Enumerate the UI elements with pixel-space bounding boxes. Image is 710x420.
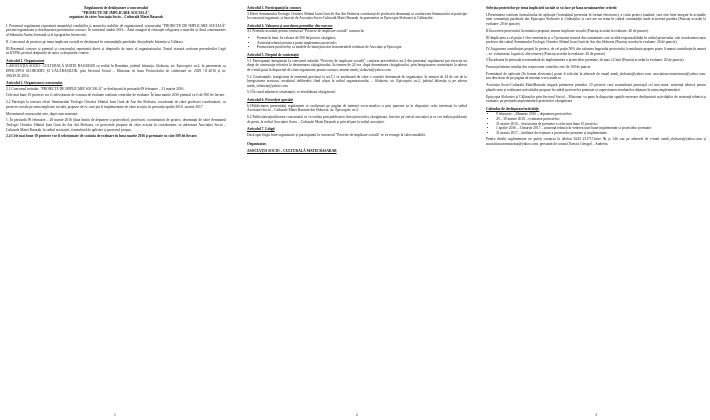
- article-5-paragraph-3: 5.3 În cazul admiterii contestației, se invalidează câștigătorul.: [247, 90, 336, 95]
- intro-paragraph-1: I. Prezentul regulament reprezintă ansamblul condițiilor și normelor stabilite de organizatorul concursului "PROIECTE DE IMPLICARE SOCIALĂ" privind organizarea și desfășurarea prezentului concurs. În contextul anului 2016 – Anul omagial al educației religioase a tinerilor și Anul comemorativ al Sfântului Antim Ivireanul și al tipografilor bisericești.: [6, 23, 226, 37]
- article-2-paragraph-5: 1. În perioada 09 februarie – 28 martie 2016 (data limită de depunere a proiectelor), profesorii coordonatori de proiect, desemnați de către Seminarul Teologic Ortodox Sfântul Ioan Gură de Aur din Slobozia, cu proiectele propuse de către aceștia în coordonarea, se adresează Asociației Socio – Culturale Matei Basarab, la sediul asociației, formularul de aplicare și proiectul propus.: [6, 118, 226, 132]
- title-line-1: Regulament de desfășurare a concursului: [84, 6, 148, 10]
- page1-title: [6, 6, 226, 20]
- article-2-heading: Articolul 2. Organizarea concursului: [6, 81, 63, 86]
- title-line-3: organizat de către Asociația Socio – Culturală Matei Basarab: [69, 15, 163, 20]
- title-line-2: "PROIECTE DE IMPLICARE SOCIALĂ",: [81, 10, 151, 15]
- signature-organizer: Organizator,: [247, 142, 267, 147]
- prize-list: [247, 36, 467, 50]
- association-note: Asociația Socio-Culturală MateiBasarab asigură premierea primelor 10 proiecte care acumulează punctajul cel mai mare, asistență tehnică pentru planificarea și realizarea activităților propuse în cadrul proiectelor premiate și supervizarea rezultatelor obținute în urma implementării.: [486, 83, 706, 92]
- criteria-intro: Selecția proiectelor pe tema implicării sociale se va face pe baza următoarelor criterii:: [486, 6, 618, 10]
- episcopate-note: Episcopia Sloboziei și Călărașilor prin Sectorul Social – Misionar, va pune la dispoziție spațiile necesare desfășurării activităților de asistență tehnică și evaluare, pe perioada implementării proiectelor câștigătoare.: [486, 94, 706, 104]
- article-7-heading: Articolul 7. Litigii: [247, 127, 275, 132]
- page-number-2: 2: [356, 413, 358, 417]
- calendar-list: [486, 112, 706, 135]
- article-2-paragraph-6: 2.4 Cele mai bune 10 proiecte vor fi selecționate de comisia de evaluare în luna martie 2016 și premiate cu câte 500 lei fiecare.: [6, 134, 198, 139]
- intro-paragraph-3: III.Prezentul concurs și premiul și concursului reprezintă direct și drepturile de autor al organizatorului. Textul vizează conform prevederilor Legii nr.8/1996, privind drepturile de autor și drepturile conexe.: [6, 46, 226, 56]
- article-2-paragraph-3: 2.2 Participă la concurs elevii Seminarului Teologic Ortodox Sfântul Ioan Gură de Aur din Slobozia, coordonați de către profesori coordonatori, cu proiecte sociale pe tema implicare socială, propuse de ei, care pot fi implementate de către aceștia, în perioada aprilie 2016 –martie 2017.: [6, 100, 226, 109]
- article-1-heading: Articolul 1. Organizatori: [6, 58, 45, 63]
- calendar-item: • 31 martie 2016 – festivitatea de premiere a celor mai bune 10 proiecte;: [496, 122, 706, 127]
- article-1-text: 1.ASOCIAȚIA SOCIO- CULTURALĂ MATEI BASARAB cu sediul în România, județul Ialomița, Slobozia, str. Episcopiei, nr.2, în parteneriat cu EPISCOPIA SLOBOZIEI ȘI CĂLĂRAȘILOR, prin Sectorul Social – Misionar, în baza Protocolului de colaborare nr. 2029 /11.2016 și nr. 396/29.01.2016.: [6, 64, 226, 78]
- intro-paragraph-2: II. Concursul de proiecte pe tema implicare socială se desfășoară în comunitățile parohiale din județele Ialomița și Călărași.: [6, 39, 184, 44]
- page-3: [486, 6, 706, 416]
- article-5-paragraph-2: 5.2 Contestațiile, înregistrate în termenul prevăzut la art.5.1 se analizează de către o comisie desemnată de organizator, în termen de 24 de ore de la înregistrarea acestora, rezultatul deliberării fiind afișat la sediul organizatorului, – Slobozia, str. Episcopiei, nr.2, județul Ialomița și pe adresa asmb_slobozia@yahoo.com.: [247, 74, 467, 88]
- article-5-heading: Articolul 5. Dreptul de contestație: [247, 52, 299, 57]
- criterion-5: V.Încadrarea în perioada recomandată de implementare a proiectelor premiate, de max.12 luni (Punctaj acordat la evaluare: 20 de puncte).: [486, 58, 685, 63]
- minimum-score-note: Punctajul minim rezultat din respectarea criteriilor este de 100 de puncte.: [486, 65, 592, 70]
- article-2-paragraph-4: Mecanismul concursului este, după cum urmează:: [6, 111, 78, 116]
- signature-name: ASOCIAȚIA SOCIO – CULTURALĂ MATEI BASARAB: [247, 149, 337, 154]
- contact-note: Pentru detalii suplimentare ne puteți contacta la telefon 0243 231717,între 9h și 14h sau pe adresele de e-mail asmb_slobozia@yahoo.com și asociatiasociomisionar@yahoo.com, persoană de contact Enescu Georgel – Andreea.: [486, 137, 706, 146]
- calendar-item: • 31 martie 2017 – întâlnire de evaluare a proiectelor premiate și implementate.: [496, 131, 706, 136]
- criterion-3: III.Implicarea a cel puțin 1 elev seminarist și a 5 persoane resursă din comunitate care să aibă responsabilități în cadrul proiectului, sub coordonarea unui profesor din cadrul Seminarului Teologic Ortodox Sfântul Ioan Gură de Aur din Slobozia (Punctaj acordat la evaluare: 20 de puncte).: [486, 35, 706, 45]
- article-2-paragraph-1: 2.1 Concursul intitulat: "PROIECTE DE IMPLICARE SOCIALĂ" se desfășoară în perioada 09 februarie – 31 martie 2016.: [6, 86, 185, 91]
- prize-item: • Promovarea proiectelor ca modele de bună practică în materialele realizate de Asociație și Episcopie.: [257, 45, 467, 50]
- criterion-1: I.Prezentarea conform formularului de aplicație (formularul prezentat în format electronic), a cului proiect (analiză, care este bine integrat în acțiunile unei comunități parohiale din Episcopia Sloboziei și Călărașilor și care are un tema în cadrul comunității unde activează parohia (Punctaj acordat la evaluare: 20 de puncte).: [486, 12, 706, 26]
- calendar-item: • 1 aprilie 2016 – 31martie 2017 – asistență tehnică în vederea unei bune implementări a proiectelor premiate;: [496, 126, 706, 131]
- prize-item: • Asistență tehnică pentru a putea implementa proiectele;: [257, 41, 467, 46]
- article-7-text: Dacă apar litigii între organizator și participanții la concursul "Proiecte de implicare socială" se va recurge la calea amiabilă.: [247, 132, 426, 137]
- article-3-heading: Articolul 3. Participanții la concurs: [247, 6, 302, 10]
- article-4-heading: Articolul 4. Valoarea și acordarea premiilor din concurs: [247, 23, 333, 28]
- calendar-item: • 9 februarie – 28martie 2016 – depunerea proiectelor;: [496, 112, 706, 117]
- page-number-1: 1: [114, 413, 116, 417]
- article-6-paragraph-2: 6.2 Publicitatea/publicarea concursului se va realiza prin publicarea listei proiectelor câștigătoare, înscrise pe site-ul asociației și se vor realiza publicații de presă, la sediul Asociației Socio – Culturale Matei Basarab și prin afișare la sediul asociației.: [247, 115, 467, 124]
- page-number-3: 3: [595, 413, 597, 417]
- criterion-2: II.Înscrierea proiectului în tematica propusă, anume implicare socială (Punctaj acordat la evaluare: 20 de puncte).: [486, 28, 649, 33]
- article-6-paragraph-1: 6.1Publicitatea prezentului regulament se realizează pe pagina de internet www.asmb.ro a prin punerea sa la dispoziție celor interesați la sediul Asociației Socio – Culturale Matei Basarab din Slobozia, str. Episcopiei, nr.2.: [247, 103, 467, 113]
- article-4-intro: 4.1 Premiile acordate pentru concursul "Proiecte de implicare socială" constau în:: [247, 29, 365, 34]
- article-5-paragraph-1: 5.1 Participanții înregistrați la concursul intitulat "Proiecte de implicare socială", conform prevederilor art.2 din prezentul regulament pot exercita un drept de contestație referitor la desemnarea câștigătorului. În termen de 24 ore, după desemnarea câștigătorului, prin înregistrarea contestației la adresa de e-mail pusă la dispoziție de către organizator pentru concurs, anume asmb_slobozia@yahoo.com.: [247, 58, 467, 72]
- article-2-paragraph-2: Cele mai bune 10 proiecte vor fi selecționate de comisia de evaluare conform criteriilor de evaluare. În luna martie 2016 premiul va fi de 500 lei fiecare.: [6, 93, 226, 98]
- calendar-item: • 29 – 30 martie 2016 – evaluarea proiectelor;: [496, 117, 706, 122]
- page-1: [6, 6, 226, 416]
- article-6-heading: Articolul 6. Prevederi speciale: [247, 98, 294, 103]
- calendar-heading: Calendar de desfășurare/activități:: [486, 106, 540, 111]
- page-2: [247, 6, 467, 416]
- article-3-text: 3.Elevii Seminarului Teologic Ortodox Sfântul Ioan Gură de Aur din Slobozia coordonați de profesorii desemnați ai conducerea Seminarului să participe la concursul organizat, și înscriși de Asociația Socio-Culturală Matei Basarab, în parteneriat cu Episcopia Sloboziei și Călărașilor.: [247, 11, 467, 21]
- application-form-note: Formularul de aplicație (în format electronic) poate fi solicitat la adresele de email asmb_slobozia@yahoo.com, asociatiasociomisionar@yahoo.com, sau descărcat de pe pagina de internet www.asmb.ro: [486, 71, 706, 81]
- criterion-4: IV.Asigurarea contribuției proprii în proiect, de cel puțin 50% din valoarea bugetului proiectului (contribuția proprie poate fi numai contribuție în natură – ex. voluntariat, logistică, alte resurse) (Punctaj acordat la evaluare: 20 de puncte).: [486, 46, 706, 56]
- prize-item: • Premiu în bani, în valoare de 500 lei/proiect câștigător;: [257, 36, 467, 41]
